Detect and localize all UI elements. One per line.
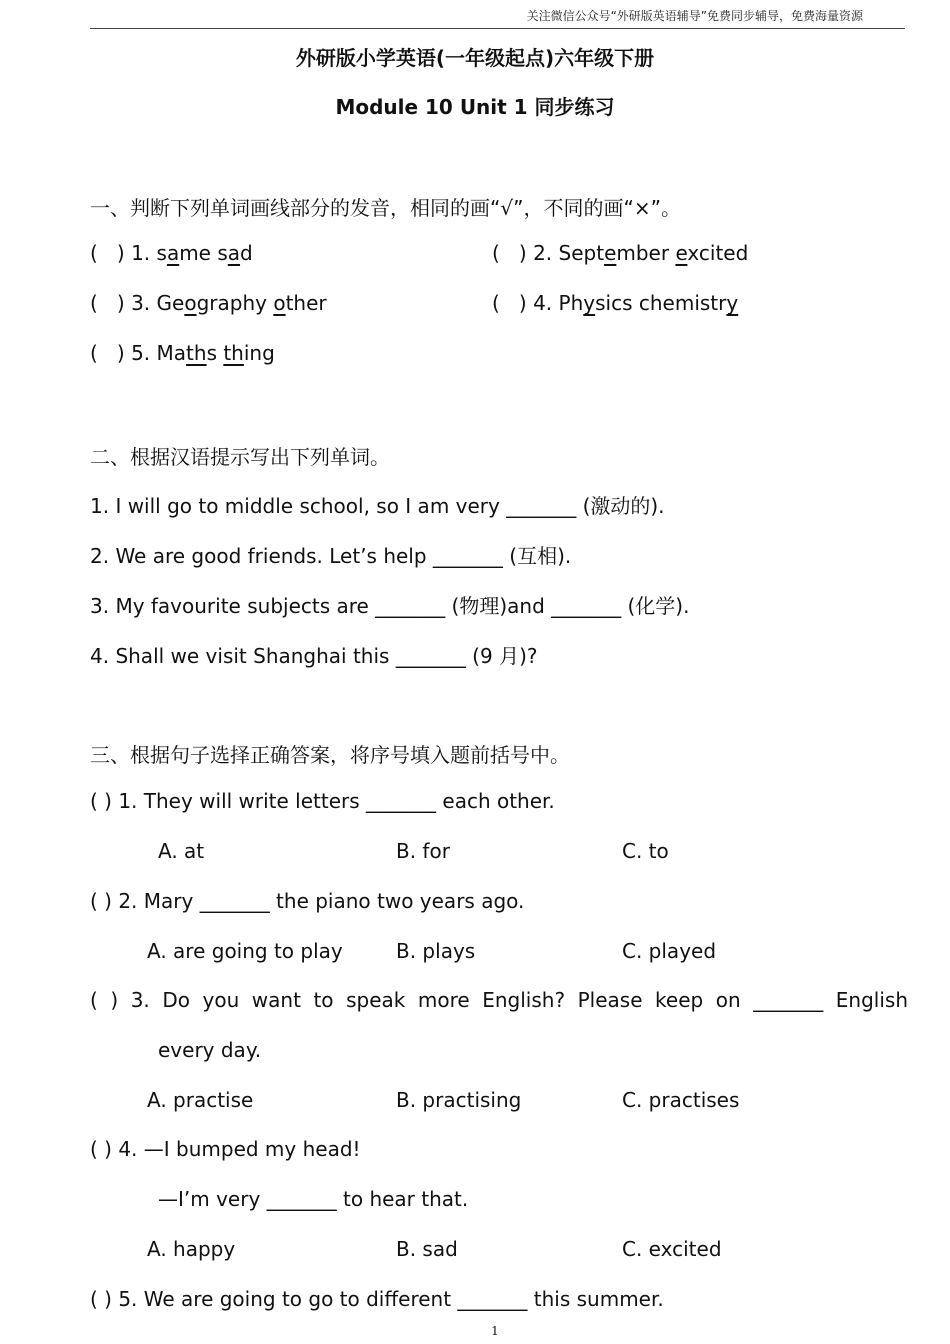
q1-option-a: A. at xyxy=(158,839,205,863)
q1-option-c: C. to xyxy=(622,839,669,863)
q2-stem: ( ) 2. Mary _______ the piano two years ago. xyxy=(90,889,525,913)
q4-stem: ( ) 4. —I bumped my head! xyxy=(90,1137,361,1161)
q4-option-a: A. happy xyxy=(147,1237,236,1261)
s2-line-3: 3. My favourite subjects are _______ (物理)and _______ (化学). xyxy=(90,594,690,618)
s1-item-5: ( ) 5. Maths thing xyxy=(90,341,275,365)
header-note: 关注微信公众号“外研版英语辅导”免费同步辅导，免费海量资源 xyxy=(526,9,863,23)
s1-item-1: ( ) 1. same sad xyxy=(90,241,253,265)
q4-response: —I’m very _______ to hear that. xyxy=(158,1187,469,1211)
page-number: 1 xyxy=(491,1324,499,1338)
section2-heading: 二、根据汉语提示写出下列单词。 xyxy=(90,445,390,469)
s1-item-4: ( ) 4. Physics chemistry xyxy=(492,291,739,315)
q4-option-c: C. excited xyxy=(622,1237,722,1261)
q4-option-b: B. sad xyxy=(396,1237,458,1261)
section3-heading: 三、根据句子选择正确答案，将序号填入题前括号中。 xyxy=(90,743,570,767)
page-title: 外研版小学英语(一年级起点)六年级下册 xyxy=(295,46,655,70)
s1-item-3: ( ) 3. Geography other xyxy=(90,291,327,315)
s2-line-2: 2. We are good friends. Let’s help _______ (互相). xyxy=(90,544,572,568)
s2-line-1: 1. I will go to middle school, so I am very _______ (激动的). xyxy=(90,494,665,518)
q3-option-c: C. practises xyxy=(622,1088,740,1112)
s2-line-4: 4. Shall we visit Shanghai this _______ (9 月)? xyxy=(90,644,538,668)
page-subtitle: Module 10 Unit 1 同步练习 xyxy=(335,95,615,119)
q1-stem: ( ) 1. They will write letters _______ each other. xyxy=(90,789,555,813)
q1-option-b: B. for xyxy=(396,839,450,863)
q2-option-b: B. plays xyxy=(396,939,476,963)
q3-stem-continued: every day. xyxy=(158,1038,262,1062)
q5-stem: ( ) 5. We are going to go to different _______ this summer. xyxy=(90,1287,664,1311)
page-header xyxy=(90,0,905,29)
section1-heading: 一、判断下列单词画线部分的发音，相同的画“√”，不同的画“×”。 xyxy=(90,196,681,220)
q3-option-a: A. practise xyxy=(147,1088,254,1112)
q2-option-c: C. played xyxy=(622,939,717,963)
q3-stem: ( ) 3. Do you want to speak more English? Please keep on _______ English xyxy=(90,988,908,1012)
q3-option-b: B. practising xyxy=(396,1088,522,1112)
s1-item-2: ( ) 2. September excited xyxy=(492,241,749,265)
q2-option-a: A. are going to play xyxy=(147,939,343,963)
